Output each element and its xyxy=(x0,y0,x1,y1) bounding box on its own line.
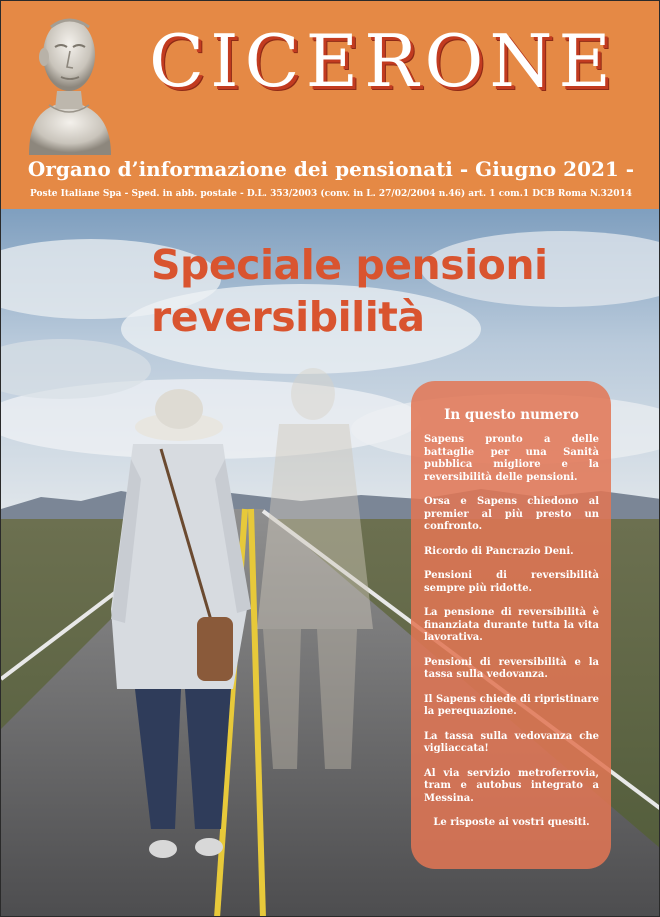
toc-item[interactable]: Ricordo di Pancrazio Deni. xyxy=(424,545,574,557)
headline-line-1: Speciale pensioni xyxy=(151,241,548,289)
masthead-subtitle: Organo d’informazione dei pensionati - Giugno 2021 - xyxy=(27,157,635,181)
contents-title: In questo numero xyxy=(444,407,579,423)
headline-line-2: reversibilità xyxy=(151,293,425,341)
toc-item[interactable]: Sapens pronto a delle battaglie per una Sanità pubblica migliore e la reversibilità delle pensioni. xyxy=(424,434,599,483)
toc-item[interactable]: Le risposte ai vostri quesiti. xyxy=(433,817,590,828)
toc-item[interactable]: Pensioni di reversibilità sempre più ridotte. xyxy=(424,570,599,594)
cover-headline xyxy=(151,239,611,343)
toc-item[interactable]: Orsa e Sapens chiedono al premier al più presto un confronto. xyxy=(424,496,599,532)
contents-panel xyxy=(411,381,611,869)
cicero-bust-icon xyxy=(21,7,116,155)
masthead-title: CICERONE xyxy=(149,19,617,103)
masthead-header xyxy=(1,1,660,209)
toc-item[interactable]: La pensione di reversibilità è finanziata durante tutta la vita lavorativa. xyxy=(424,607,599,643)
toc-item[interactable]: Il Sapens chiede di ripristinare la perequazione. xyxy=(424,693,599,717)
postal-line: Poste Italiane Spa - Sped. in abb. postale - D.L. 353/2003 (conv. in L. 27/02/2004 n.46) art. 1 com.1 DCB Roma N.32014 xyxy=(30,189,632,199)
toc-item[interactable]: Al via servizio metroferrovia, tram e autobus integrato a Messina. xyxy=(424,767,599,804)
toc-item[interactable]: Pensioni di reversibilità e la tassa sulla vedovanza. xyxy=(424,656,599,680)
toc-item[interactable]: La tassa sulla vedovanza che vigliaccata! xyxy=(424,730,599,754)
